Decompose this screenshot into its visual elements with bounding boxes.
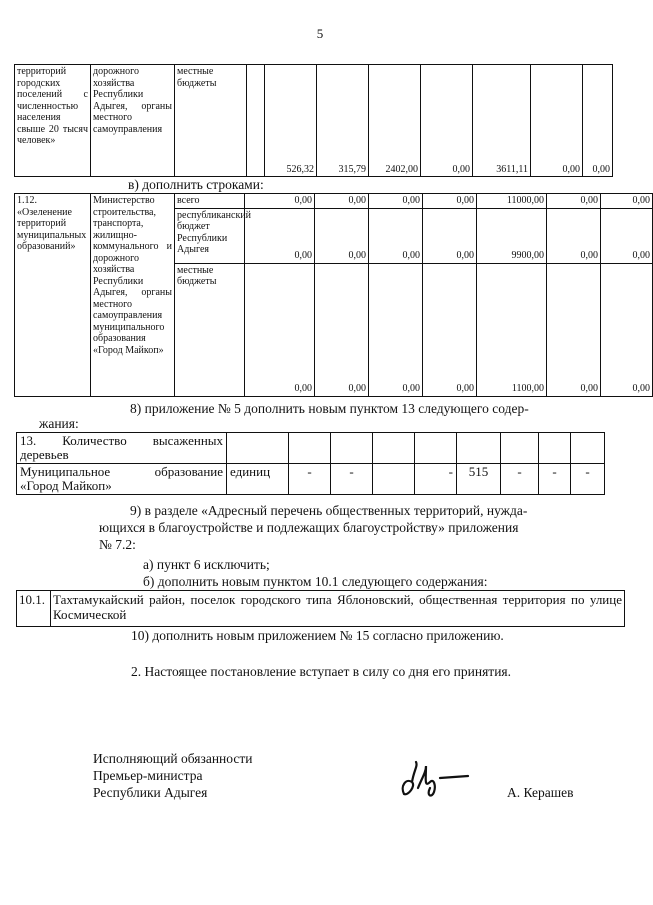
cell-measure-name: 1.12. «Озеленение территорий муниципальных образований» (15, 194, 91, 397)
item-9-line-1: 9) в разделе «Адресный перечень общественных территорий, нужда- (130, 503, 528, 518)
cell-funding-source: местные бюджеты (175, 65, 247, 177)
address-table (16, 590, 625, 627)
cell-value: - (289, 464, 331, 495)
cell-value: 515 (457, 464, 501, 495)
cell-value: - (331, 464, 373, 495)
cell-value: 0,00 (245, 263, 315, 396)
item-9-a: а) пункт 6 исключить; (143, 557, 270, 572)
cell-value: 0,00 (423, 263, 477, 396)
cell-value: 0,00 (547, 263, 601, 396)
cell-value: 526,32 (265, 65, 317, 177)
cell-value: - (501, 464, 539, 495)
cell-funding-source: республиканский бюджет Республики Адыгея (175, 208, 245, 263)
clause-2: 2. Настоящее постановление вступает в силу со дня его принятия. (131, 664, 512, 679)
item-8-line-2: жания: (39, 416, 79, 431)
cell-value: 0,00 (583, 65, 613, 177)
cell-executor: дорожного хозяйства Республики Адыгея, органы местного самоуправления (91, 65, 175, 177)
item-8-line-1: 8) приложение № 5 дополнить новым пунктом 13 следующего содер- (130, 401, 529, 416)
cell-funding-source: местные бюджеты (175, 263, 245, 396)
cell-value: 11000,00 (477, 194, 547, 209)
cell-value: 9900,00 (477, 208, 547, 263)
cell-value (247, 65, 265, 177)
cell-value: 0,00 (531, 65, 583, 177)
item-9-line-2: ющихся в благоустройстве и подлежащих благоустройству» приложения (99, 520, 519, 535)
cell-value: 0,00 (547, 208, 601, 263)
add-rows-label: в) дополнить строками: (128, 177, 264, 192)
cell-value: - (415, 464, 457, 495)
cell-value: - (571, 464, 605, 495)
cell-value: 3611,11 (473, 65, 531, 177)
signatory-title-line-2: Премьер-министра (93, 768, 203, 783)
cell-funding-source: всего (175, 194, 245, 209)
signatory-title-line-1: Исполняющий обязанности (93, 751, 253, 766)
cell-value: - (539, 464, 571, 495)
cell-value: 315,79 (317, 65, 369, 177)
cell-value: 0,00 (369, 208, 423, 263)
cell-territory-desc: территорий городских поселений с численностью населения свыше 20 тысяч человек» (15, 65, 91, 177)
cell-value: 0,00 (315, 263, 369, 396)
cell-value: 0,00 (601, 194, 653, 209)
item-9-b: б) дополнить новым пунктом 10.1 следующего содержания: (143, 574, 488, 589)
cell-value: 0,00 (245, 208, 315, 263)
signatory-title-line-3: Республики Адыгея (93, 785, 208, 800)
cell-value: 0,00 (423, 208, 477, 263)
cell-value: 2402,00 (369, 65, 421, 177)
cell-value: 0,00 (423, 194, 477, 209)
trees-indicator-header: 13. Количество высаженных деревьев (17, 433, 227, 464)
address-number: 10.1. (17, 591, 51, 627)
cell-value: 0,00 (245, 194, 315, 209)
cell-value: 0,00 (547, 194, 601, 209)
handwritten-signature (396, 758, 476, 802)
cell-value: 0,00 (601, 208, 653, 263)
budget-table-continuation (14, 64, 613, 177)
address-text: Тахтамукайский район, поселок городского типа Яблоновский, общественная территория по улице Космической (51, 591, 625, 627)
trees-table (16, 432, 605, 495)
trees-row-label: Муниципальное образование «Город Майкоп» (17, 464, 227, 495)
trees-unit: единиц (227, 464, 289, 495)
cell-value: 1100,00 (477, 263, 547, 396)
signatory-name: А. Керашев (507, 785, 574, 800)
budget-table-new-rows (14, 193, 653, 397)
cell-value: 0,00 (421, 65, 473, 177)
cell-executor: Министерство строительства, транспорта, жилищно-коммунального и дорожного хозяйства Республики Адыгея, органы местного самоуправления муниципального образования «Город Майкоп» (91, 194, 175, 397)
cell-value: 0,00 (315, 208, 369, 263)
page-number: 5 (316, 26, 324, 41)
item-9-line-3: № 7.2: (99, 537, 136, 552)
cell-value: 0,00 (369, 194, 423, 209)
cell-value: 0,00 (601, 263, 653, 396)
cell-value: 0,00 (315, 194, 369, 209)
item-10: 10) дополнить новым приложением № 15 согласно приложению. (131, 628, 504, 643)
cell-value: 0,00 (369, 263, 423, 396)
